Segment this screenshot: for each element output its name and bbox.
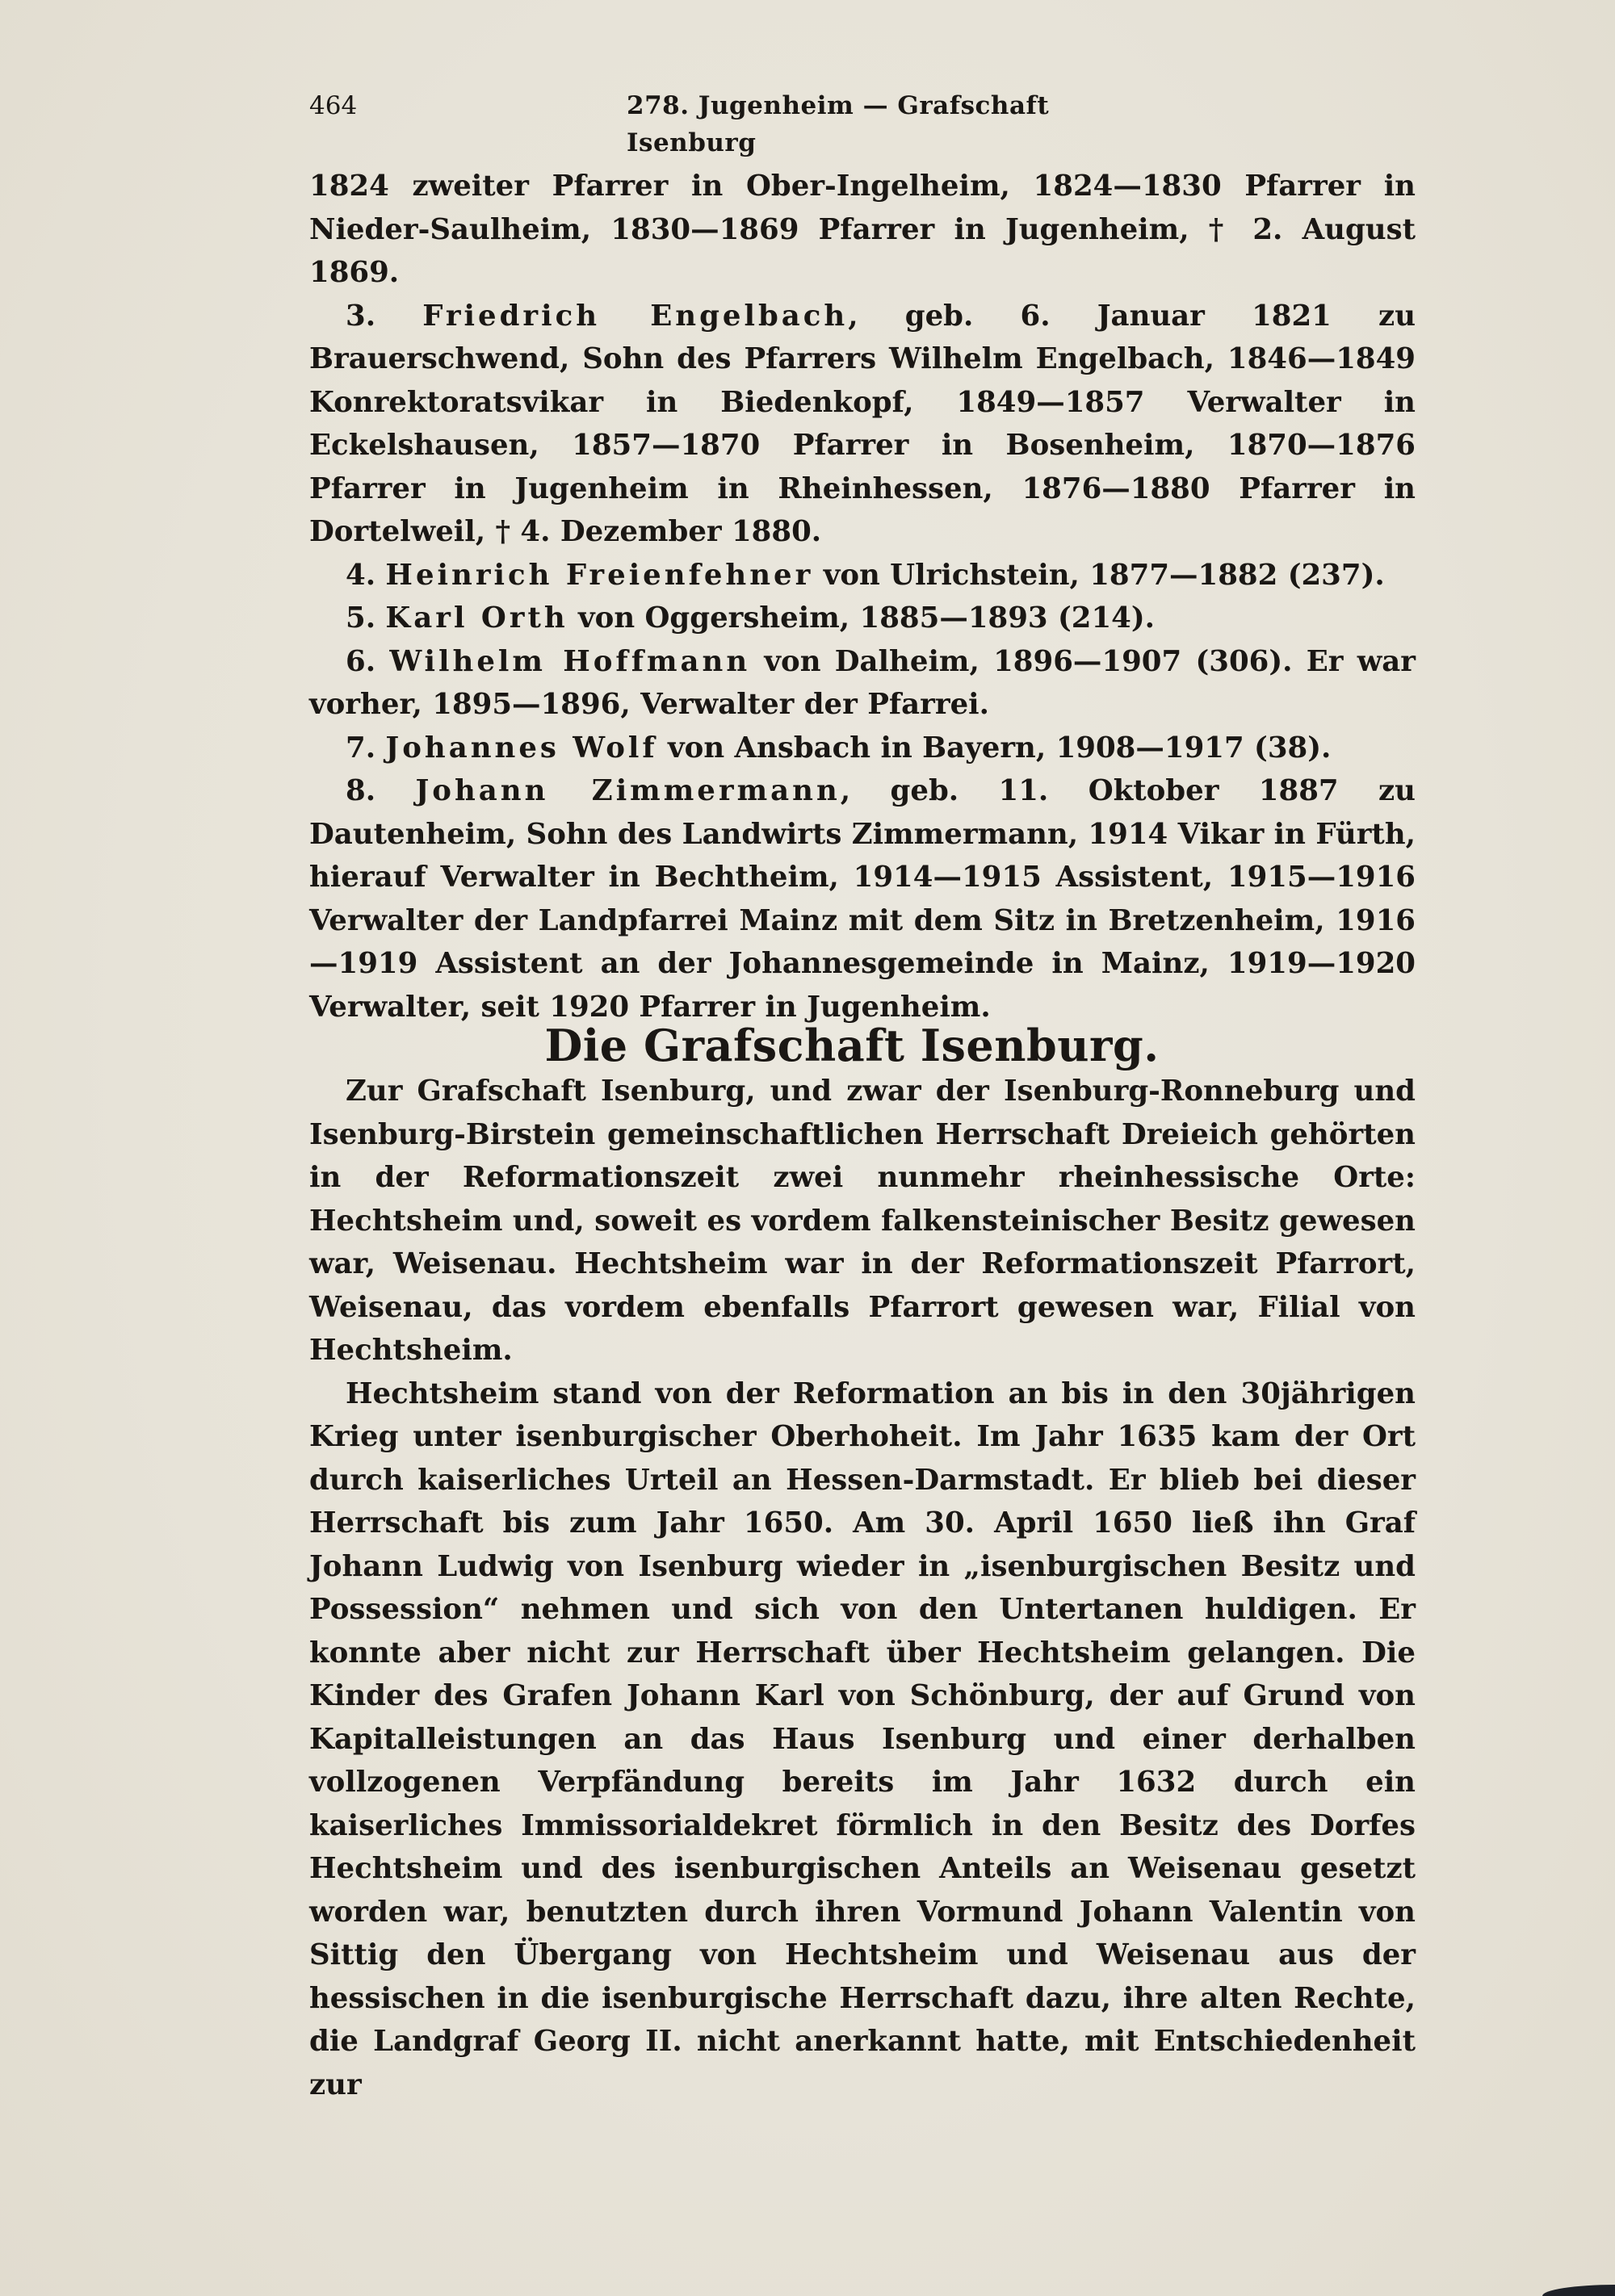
running-title: 278. Jugenheim — Grafschaft Isenburg: [627, 91, 1050, 157]
entry-text: von Ulrichstein, 1877—1882 (237).: [813, 558, 1385, 592]
pastor-name: Karl Orth: [385, 601, 568, 635]
pastor-name: Johann Zimmermann: [415, 774, 841, 807]
entry-text: , geb. 11. Oktober 1887 zu Dautenheim, Sohn des Landwirts Zimmermann, 1914 Vikar in Fürth, hierauf Verwalter in Bechtheim, 1914—1915 Assistent, 1915—1916 Verwalter der Landpfarrei Mainz mit dem Sitz in Bretzenheim, 1916—1919 Assistent an der Johannesgemeinde in Mainz, 1919—1920 Verwalter, seit 1920 Pfarrer in Jugenheim.: [309, 774, 1416, 1024]
scan-edge: [1542, 2285, 1615, 2296]
section-heading: Die Grafschaft Isenburg.: [544, 1019, 1160, 1071]
entry-number: 5.: [346, 601, 376, 635]
entry-number: 3.: [346, 299, 376, 333]
isenburg-section: [309, 1070, 1416, 2106]
pastor-list-section: [309, 165, 1416, 1029]
pastor-entry-8: [309, 769, 1416, 1029]
entry-text: von Oggersheim, 1885—1893 (214).: [568, 601, 1156, 635]
pastor-entry-3: [309, 295, 1416, 554]
running-head: [309, 87, 1117, 157]
pastor-name: Johannes Wolf: [385, 731, 658, 765]
entry-text: von Dalheim, 1896—1907 (306). Er war vorher, 1895—1896, Verwalter der Pfarrei.: [309, 644, 1416, 721]
entry-number: 8.: [346, 774, 376, 807]
entry-number: 6.: [346, 644, 376, 678]
pastor-name: Wilhelm Hoffmann: [389, 644, 751, 678]
pastor-entry-5: [309, 597, 1416, 640]
paragraph-continuation: [309, 165, 1416, 295]
paragraph-text: 1824 zweiter Pfarrer in Ober-Ingelheim, 1824—1830 Pfarrer in Nieder-Saulheim, 1830—1869 Pfarrer in Jugenheim, † 2. August 1869.: [309, 170, 1416, 289]
pastor-entry-4: [309, 554, 1416, 597]
entry-number: 7.: [346, 731, 376, 765]
pastor-entry-6: [309, 640, 1416, 727]
entry-number: 4.: [346, 558, 376, 592]
paragraph: Zur Grafschaft Isenburg, und zwar der Isenburg-Ronneburg und Isenburg-Birstein gemeinschaftlichen Herrschaft Dreieich gehörten in der Reformationszeit zwei nunmehr rheinhessische Orte: Hechtsheim und, soweit es vordem falkensteinischer Besitz gewesen war, Weisenau. Hechtsheim war in der Reformationszeit Pfarrort, Weisenau, das vordem ebenfalls Pfarrort gewesen war, Filial von Hechtsheim.: [309, 1075, 1416, 1367]
paragraph: Hechtsheim stand von der Reformation an bis in den 30jährigen Krieg unter isenburgischer Oberhoheit. Im Jahr 1635 kam der Ort durch kaiserliches Urteil an Hessen-Darmstadt. Er blieb bei dieser Herrschaft bis zum Jahr 1650. Am 30. April 1650 ließ ihn Graf Johann Ludwig von Isenburg wieder in „isenburgischen Besitz und Possession“ nehmen und sich von den Untertanen huldigen. Er konnte aber nicht zur Herrschaft über Hechtsheim gelangen. Die Kinder des Grafen Johann Karl von Schönburg, der auf Grund von Kapitalleistungen an das Haus Isenburg und einer derhalben vollzogenen Verpfändung bereits im Jahr 1632 durch ein kaiserliches Immissorialdekret förmlich in den Besitz des Dorfes Hechtsheim und des isenburgischen Anteils an Weisenau gesetzt worden war, benutzten durch ihren Vormund Johann Valentin von Sittig den Übergang von Hechtsheim und Weisenau aus der hessischen in die isenburgische Herrschaft dazu, ihre alten Rechte, die Landgraf Georg II. nicht anerkannt hatte, mit Entschiedenheit zur: [309, 1376, 1416, 2101]
entry-text: von Ansbach in Bayern, 1908—1917 (38).: [657, 731, 1332, 765]
pastor-entry-7: [309, 727, 1416, 770]
entry-text: , geb. 6. Januar 1821 zu Brauerschwend, Sohn des Pfarrers Wilhelm Engelbach, 1846—1849 Konrektoratsvikar in Biedenkopf, 1849—1857 Verwalter in Eckelshausen, 1857—1870 Pfarrer in Bosenheim, 1870—1876 Pfarrer in Jugenheim in Rheinhessen, 1876—1880 Pfarrer in Dortelweil, † 4. Dezember 1880.: [309, 299, 1416, 548]
pastor-name: Heinrich Freienfehner: [385, 558, 814, 592]
pastor-name: Friedrich Engelbach: [422, 299, 849, 333]
page-number: 464: [309, 91, 358, 120]
